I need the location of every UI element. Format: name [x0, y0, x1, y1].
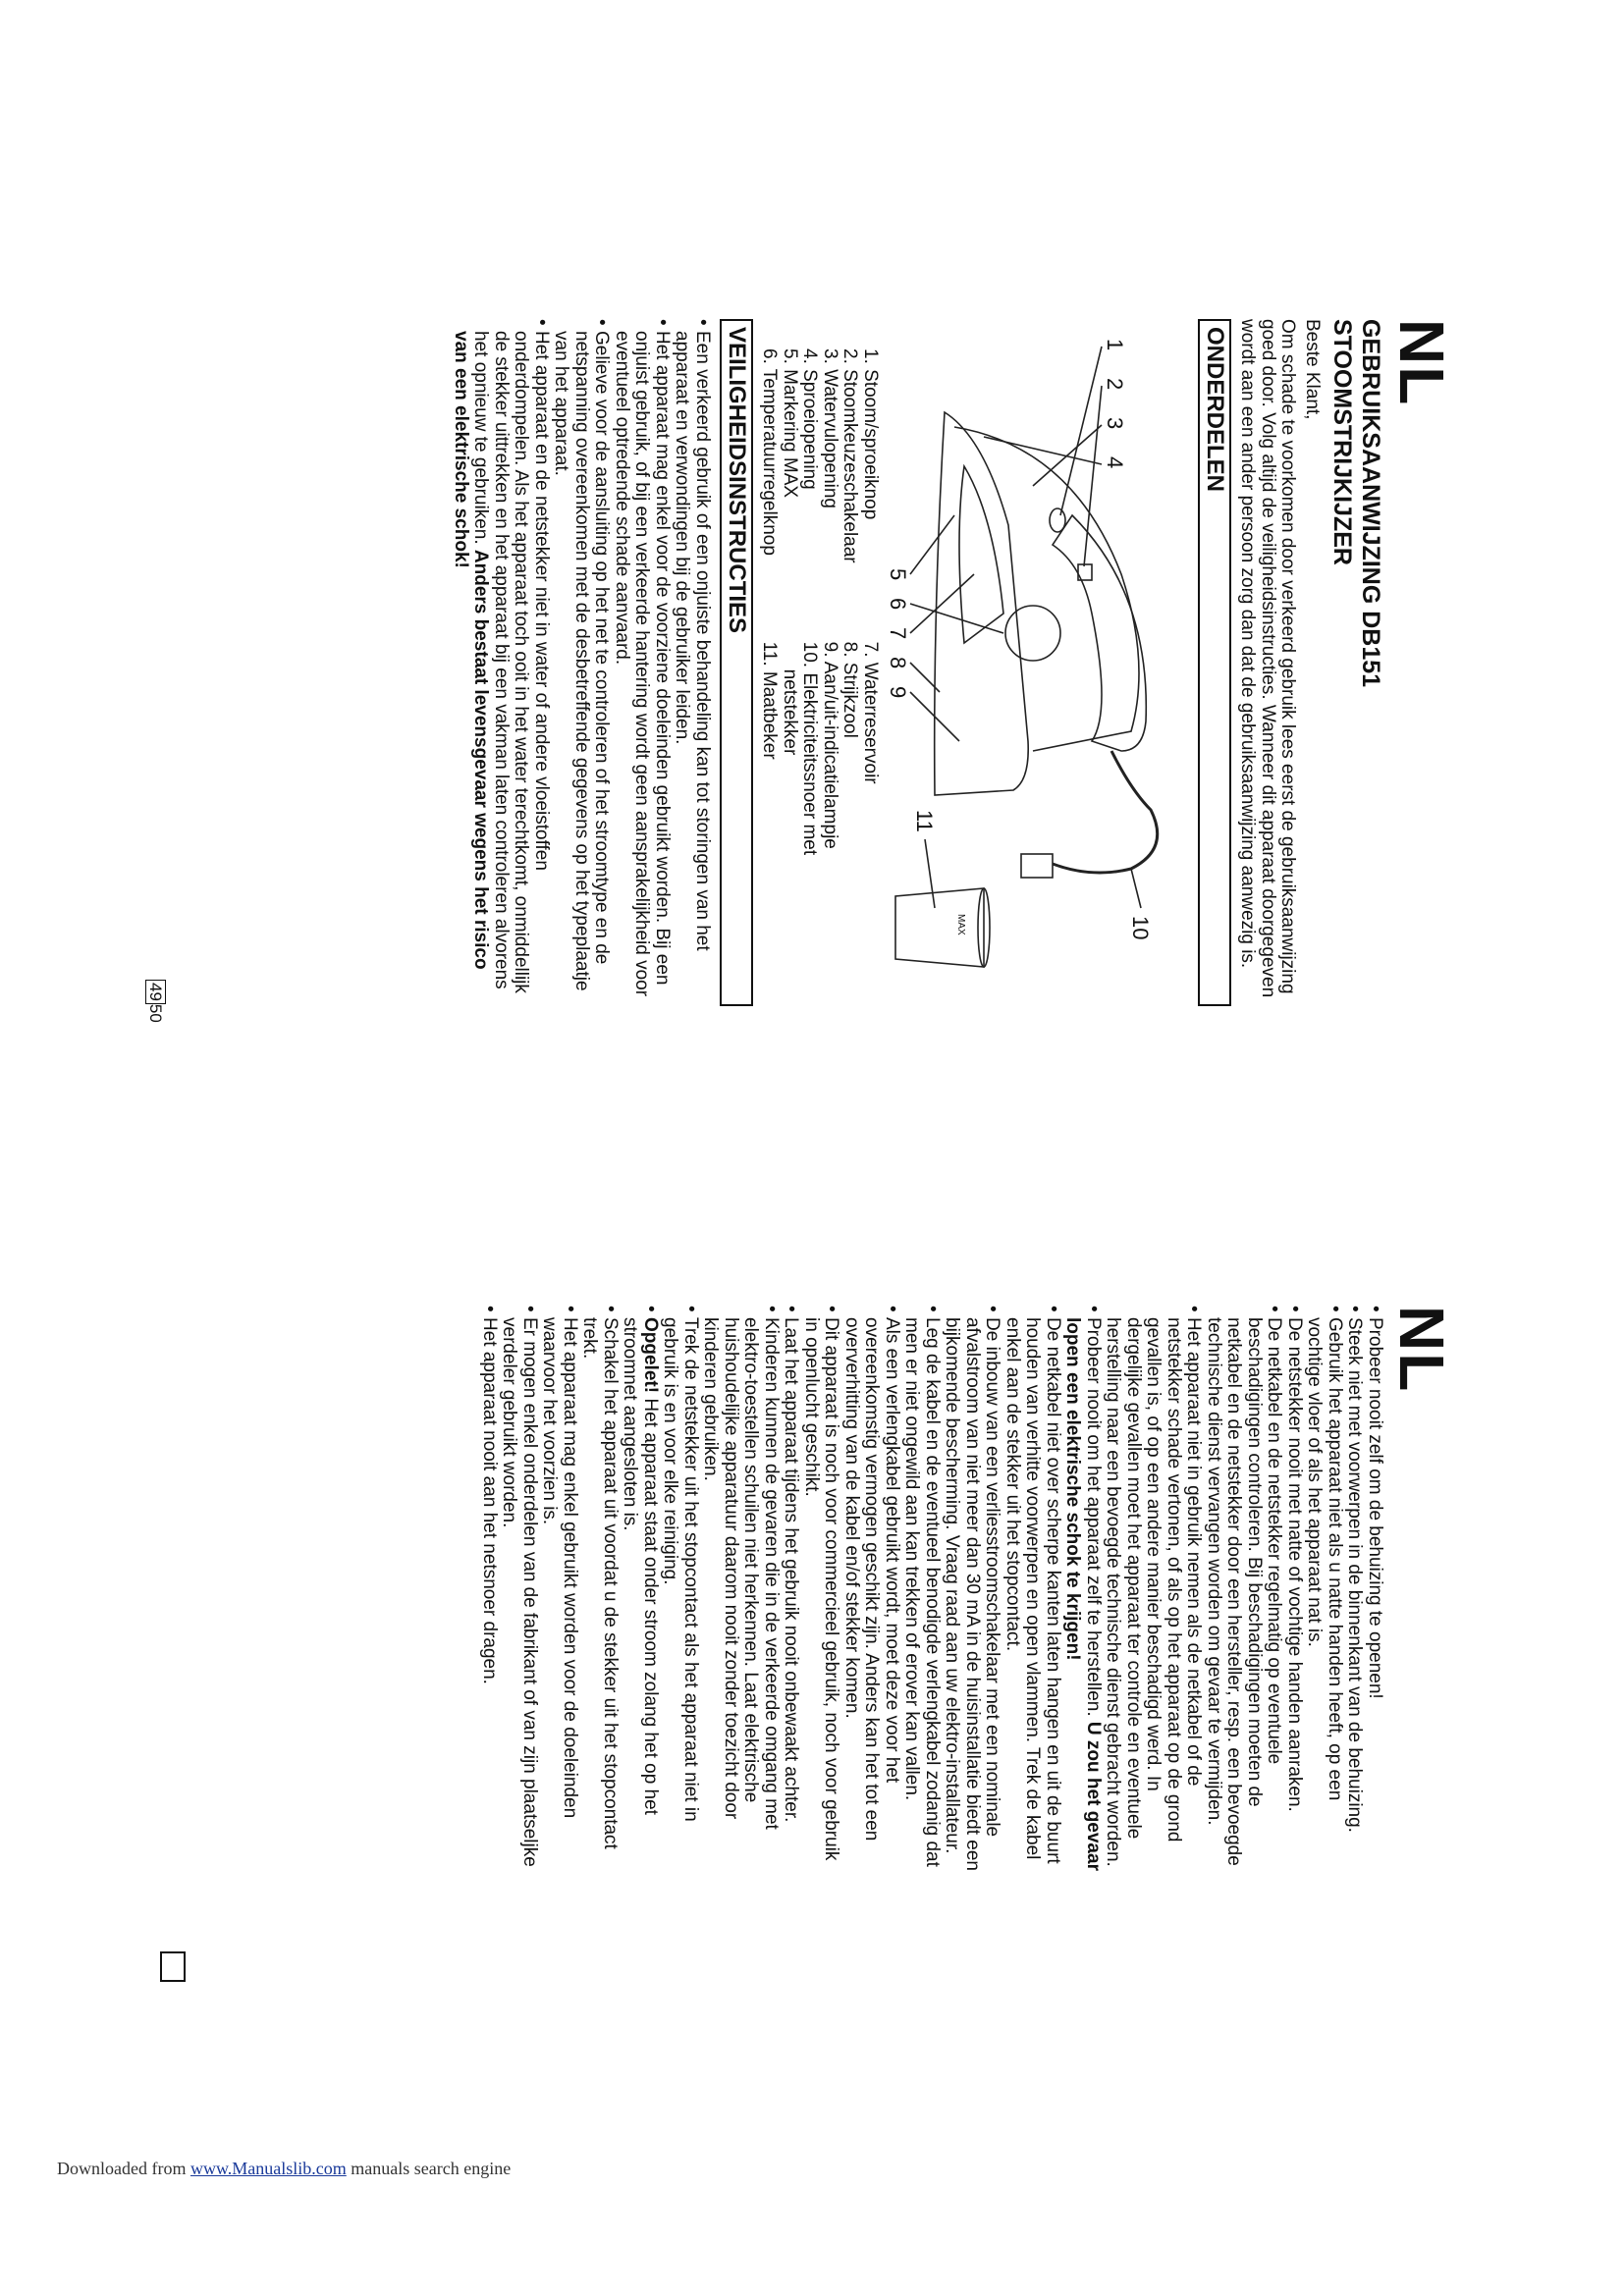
temperature-dial-shape — [1005, 606, 1060, 661]
parts-column-2 — [759, 642, 880, 856]
footer-suffix: manuals search engine — [351, 2159, 512, 2178]
safety-item-text: Steek niet met voorwerpen in de binnenkant van de behuizing. — [1344, 1317, 1366, 1833]
safety-heading: VEILIGHEIDSINSTRUCTIES — [720, 319, 753, 1006]
part-item: 5. Markering MAX — [780, 348, 800, 499]
safety-item-text: Het apparaat en de netstekker niet in water of andere vloeistoffen onderdompelen. Als het apparaat toch ooit in het water terechtkomt, onmiddellijk de stekker uittrekken en het apparaat bij een vakman laten controleren alvorens het opnieuw te gebruiken. — [470, 331, 552, 993]
footer-prefix: Downloaded from — [57, 2159, 187, 2178]
cord-shape — [1053, 751, 1158, 873]
safety-item — [801, 1306, 841, 1875]
part-item: 8. Strijkzool — [839, 641, 861, 738]
diagram-label-2: 2 — [1103, 378, 1127, 391]
safety-item-text: Probeer nooit om het apparaat zelf te herstellen. — [1083, 1317, 1104, 1717]
iron-body-shape — [954, 427, 1139, 751]
safety-item-text: De netstekker nooit met natte of vochtige handen aanraken. — [1284, 1317, 1305, 1812]
safety-item — [539, 1306, 579, 1875]
water-tank-shape — [959, 466, 1003, 643]
safety-item-text: Er mogen enkel onderdelen van de fabrikant of van zijn plaatseljke verdeler gebruikt worden. — [499, 1317, 540, 1867]
safety-item-text: De netkabel niet over scherpe kanten laten hangen en uit de buurt houden van verhitte voorwerpen en open vlammen. Trek de kabel enkel aan de stekker uit het stopcontact. — [1002, 1317, 1063, 1864]
parts-column-1 — [759, 348, 880, 563]
safety-item — [1204, 1306, 1284, 1875]
safety-item — [1284, 1306, 1305, 1875]
footer-link[interactable]: www.Manualslib.com — [189, 2159, 347, 2178]
safety-item-text: De netkabel en de netstekker regelmatig op eventuele beschadigingen controleren. Bij beschadigingen moeten de netkabel en de netstekker door een hersteller, resp. een bevoegde technische dienst vervangen worden om gevaar te vermijden. — [1204, 1317, 1285, 1866]
part-item: netstekker — [780, 668, 800, 756]
steam-button-shape — [1050, 508, 1065, 532]
leader-5 — [910, 515, 954, 574]
safety-item: • Gelieve voor de aansluiting op het net te controleren of het stroomtype en de netspanning overeenkomen met de desbetreffende gegevens op het typeplaatje van het apparaat. — [551, 319, 612, 1006]
part-item: 2. Stoomkeuzeschakelaar — [839, 348, 861, 563]
safety-item-text: Als een verlengkabel gebruikt wordt, moet deze voor het overeenkomstig vermogen geschikt zijn. Anders kan het tot een oververhitting van de kabel en/of stekker komen. — [841, 1317, 902, 1842]
language-heading: NL — [1386, 319, 1457, 407]
download-footer — [57, 2159, 511, 2179]
safety-item — [781, 1306, 801, 1875]
part-item: 7. Waterreservoir — [860, 641, 881, 784]
diagram-label-10: 10 — [1128, 916, 1153, 940]
part-item: 6. Temperatuurregelknop — [759, 348, 781, 556]
safety-item-text: Het apparaat staat onder stroom zolang het op het stroomnet aangesloten is. — [620, 1317, 661, 1815]
safety-item — [499, 1306, 539, 1875]
safety-item — [942, 1306, 1002, 1875]
safety-item-text: Het apparaat niet in gebruik nemen als de netkabel of de netstekker schade vertonen, of als op het apparaat op de grond gevallen is, of op een andere manier beschadigd werd. In dergelijke gevallen moet het apparaat ter controle en eventuele herstelling naar een bevoegde technische dienst gebracht worden. — [1103, 1317, 1205, 1867]
safety-item — [620, 1306, 660, 1875]
iron-handle-shape — [1053, 515, 1146, 751]
safety-item-text: Kinderen kunnen de gevaren die in de verkeerde omgang met elektro-toestellen schuilen niet herkennen. Laat elektrische huishoudelijke apparatuur daarom nooit zonder toezicht door kinderen gebruiken. — [700, 1317, 782, 1830]
safety-item — [579, 1306, 620, 1875]
manual-title — [1327, 319, 1384, 1006]
safety-item — [841, 1306, 902, 1875]
diagram-label-7: 7 — [886, 627, 910, 640]
part-item: 4. Sproeiopening — [799, 348, 821, 490]
blank-checkbox-mark — [160, 1951, 186, 1982]
iron-soleplate-shape — [935, 412, 1028, 795]
safety-item-text: Leg de kabel en de eventueel benodigde verlengkabel zodanig dat men er niet ongewild aan kan trekken of erover kan vallen. — [901, 1317, 943, 1867]
safety-item-text: Het apparaat nooit aan het netsnoer dragen. — [479, 1317, 500, 1684]
safety-item — [660, 1306, 700, 1875]
safety-item-text: Laat het apparaat tijdens het gebruik nooit onbewaakt achter. — [781, 1317, 802, 1823]
part-item: 1. Stoom/sproeiknop — [860, 348, 881, 520]
safety-item-emphasis: Opgelet! — [640, 1317, 661, 1394]
safety-item — [1304, 1306, 1344, 1875]
diagram-label-6: 6 — [886, 598, 910, 611]
leader-11 — [925, 839, 935, 908]
language-heading-right: NL — [1386, 1306, 1457, 1394]
diagram-label-4: 4 — [1103, 456, 1127, 469]
safety-item-warning: Anders bestaat levensgevaar wegens het risico van een elektrische schok! — [451, 331, 492, 970]
page-number-next: 50 — [146, 1003, 165, 1023]
title-line-1: GEBRUIKSAANWIJZING DB151 — [1357, 319, 1384, 688]
safety-item-text: Probeer nooit zelf om de behuizing te openen! — [1365, 1317, 1385, 1699]
safety-item-text: De inbouw van een verliesstroomschakelaar met een nominale afvalstroom van niet meer dan 30 mA in de huisinstallatie biedt een bijkomende bescherming. Vraag raad aan uw elektro-installateur. — [942, 1317, 1003, 1871]
safety-item-text: Trek de netstekker uit het stopcontact als het apparaat niet in gebruik is en voor elke reiniging. — [660, 1317, 701, 1822]
safety-item: • Het apparaat mag enkel voor de voorziene doeleinden gebruikt worden. Bij een onjuist gebruik, of bij een verkeerde hantering wordt geen aansprakelijkheid voor eventueel optredende schade aanvaard. — [612, 319, 673, 1006]
safety-item-text: Dit apparaat is noch voor commercieel gebruik, noch voor gebruik in openlucht geschikt. — [801, 1317, 842, 1861]
safety-list — [451, 319, 713, 1006]
safety-item — [1103, 1306, 1204, 1875]
safety-item-last — [451, 319, 552, 1006]
safety-item — [1344, 1306, 1365, 1875]
safety-item — [479, 1306, 500, 1875]
diagram-label-5: 5 — [886, 568, 910, 581]
parts-heading: ONDERDELEN — [1198, 319, 1231, 1006]
diagram-label-1: 1 — [1103, 339, 1127, 351]
page-number-current: 49 — [145, 980, 166, 1004]
diagram-label-9: 9 — [886, 686, 910, 699]
part-item: 10. Elektriciteitssnoer met — [799, 641, 821, 856]
title-line-2: STOOMSTRIJKIJZER — [1328, 319, 1356, 565]
diagram-label-3: 3 — [1103, 417, 1127, 430]
safety-item — [1365, 1306, 1385, 1875]
leader-6 — [910, 604, 1003, 633]
leader-7 — [910, 574, 974, 633]
right-page — [206, 1306, 1457, 1875]
measuring-cup-shape — [895, 888, 984, 967]
leader-3 — [1033, 425, 1102, 486]
safety-item — [700, 1306, 781, 1875]
page-number — [145, 980, 165, 1023]
part-item: 9. Aan/uit-indicatielampje — [820, 641, 840, 849]
iron-diagram — [886, 319, 1190, 1006]
safety-item — [1062, 1306, 1103, 1875]
greeting: Beste Klant, — [1302, 319, 1323, 420]
left-page — [206, 319, 1457, 1006]
safety-item-text: Het apparaat mag enkel gebruikt worden voor de doeleinden waarvoor het voorzien is. — [539, 1317, 580, 1819]
part-item: 3. Watervulopening — [820, 348, 840, 509]
intro-paragraph: Om schade te voorkomen door verkeerd gebruik lees eerst de gebruiksaanwijzing goed door. Volg altijd de veiligheidsinstructies. Wanneer dit apparaat doorgegeven wordt aan een ander persoon zorg dan dat de gebruiksaanwijzing aanwezig is. — [1237, 319, 1299, 998]
diagram-label-11: 11 — [912, 810, 937, 832]
parts-list — [759, 319, 880, 1006]
safety-item-text: Schakel het apparaat uit voordat u de stekker uit het stopcontact trekt. — [579, 1317, 621, 1849]
safety-item — [901, 1306, 942, 1875]
safety-item — [1002, 1306, 1063, 1875]
cup-max-mark: MAX — [955, 914, 966, 935]
safety-item-text: Gebruik het apparaat niet als u natte handen heeft, op een vochtige vloer of als het apparaat nat is. — [1304, 1317, 1345, 1801]
safety-list-continued — [479, 1306, 1385, 1875]
diagram-label-8: 8 — [886, 657, 910, 669]
steam-iron-illustration — [886, 319, 1190, 1006]
plug-shape — [1021, 854, 1053, 878]
leader-10 — [1131, 869, 1141, 908]
safety-item-emphasis: U zou het gevaar lopen een elektrische schok te krijgen! — [1062, 1317, 1104, 1871]
safety-item: • Een verkeerd gebruik of een onjuiste behandeling kan tot storingen van het apparaat en verwondingen bij de gebruiker leiden. — [672, 319, 712, 1006]
part-item: 11. Maatbeker — [759, 641, 781, 760]
